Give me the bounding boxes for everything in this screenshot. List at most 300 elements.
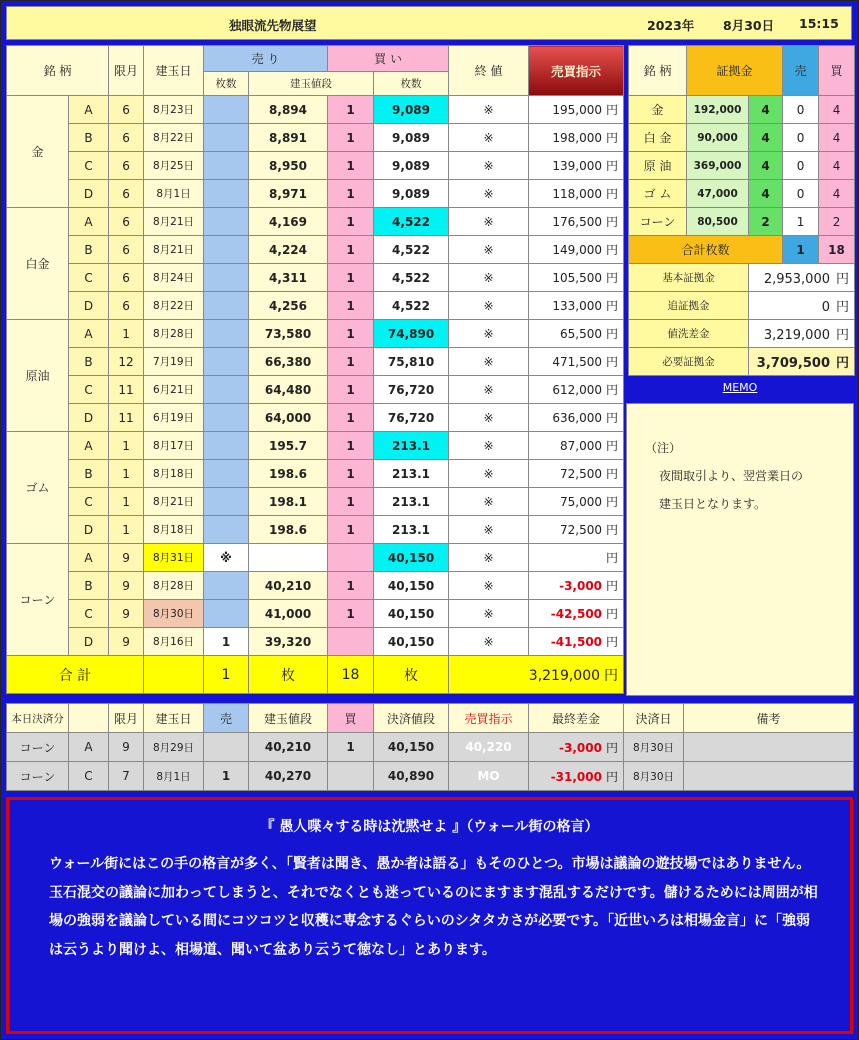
- diff-cell: [529, 376, 624, 404]
- signal-cell: ※: [449, 264, 529, 292]
- margin-lots: 4: [749, 124, 783, 152]
- col-meigara: 銘 柄: [7, 46, 109, 96]
- margin-value: 369,000: [687, 152, 749, 180]
- yen-unit: 円: [836, 328, 850, 343]
- signal-cell: ※: [449, 96, 529, 124]
- buy-count-cell: 1: [328, 236, 374, 264]
- signal-cell: ※: [449, 320, 529, 348]
- summary-label: 必要証拠金: [629, 348, 749, 376]
- table-row: [7, 376, 624, 404]
- signal-cell: ※: [449, 460, 529, 488]
- sell-count-cell: [204, 264, 249, 292]
- summary-label: 追証拠金: [629, 292, 749, 320]
- memo-note: （注）: [645, 441, 682, 455]
- close-price-cell: 4,522: [374, 292, 449, 320]
- yen-unit: 円: [606, 299, 619, 313]
- month-cell: 9: [109, 572, 144, 600]
- date-cell: 7月19日: [144, 348, 204, 376]
- buy-count-cell: 1: [328, 488, 374, 516]
- commodity-name: 金: [629, 96, 687, 124]
- entry-price-cell: 4,169: [249, 208, 328, 236]
- settle-commodity: コーン: [7, 762, 69, 791]
- grade-cell: A: [69, 432, 109, 460]
- final-value: -31,000: [550, 769, 602, 784]
- header-date: 8月30日: [723, 18, 775, 33]
- memo-line: 夜間取引より、翌営業日の: [659, 469, 804, 483]
- diff-cell: [529, 180, 624, 208]
- total-label: 合 計: [7, 656, 144, 694]
- diff-cell: [529, 544, 624, 572]
- margin-value: 192,000: [687, 96, 749, 124]
- settle-month: 7: [109, 762, 144, 791]
- diff-cell: [529, 292, 624, 320]
- sell-count-cell: [204, 208, 249, 236]
- sell-count-cell: [204, 432, 249, 460]
- summary-row: [629, 348, 855, 376]
- quote-body: ウォール街にはこの手の格言が多く、「賢者は聞き、愚か者は語る」もそのひとつ。市場は議論の遊技場ではありません。玉石混交の議論に加わってしまうと、それでなくとも迷っているのにますます混乱するだけです。儲けるためには周囲が相場の強弱を議論している間にコツコツと収穫に専念するぐらいのシタタカさが必要です。「近世いろは相場金言」に「強弱は云うより聞けよ、相場道、聞いて盆あり云うて徳なし」とあります。: [49, 856, 818, 958]
- table-row: [7, 432, 624, 460]
- date-cell: 8月23日: [144, 96, 204, 124]
- yen-unit: 円: [606, 495, 619, 509]
- buy-count-cell: 1: [328, 376, 374, 404]
- month-cell: 9: [109, 600, 144, 628]
- margin-lots: 4: [749, 152, 783, 180]
- summary-value: [749, 320, 855, 348]
- settle-grade: A: [69, 733, 109, 762]
- table-row: [7, 600, 624, 628]
- close-price-cell: 40,150: [374, 572, 449, 600]
- commodity-name: ゴ ム: [629, 180, 687, 208]
- entry-price-cell: 198.6: [249, 516, 328, 544]
- diff-cell: [529, 460, 624, 488]
- close-price-cell: 4,522: [374, 236, 449, 264]
- signal-cell: ※: [449, 236, 529, 264]
- signal-cell: ※: [449, 404, 529, 432]
- yen-unit: 円: [606, 467, 619, 481]
- margin-table: [628, 45, 855, 376]
- buy-count-cell: 1: [328, 404, 374, 432]
- signal-cell: ※: [449, 572, 529, 600]
- margin-row: [629, 208, 855, 236]
- sell-count-cell: [204, 348, 249, 376]
- summary-amount: 2,953,000: [763, 272, 830, 287]
- signal-cell: ※: [449, 124, 529, 152]
- grade-cell: C: [69, 264, 109, 292]
- entry-price-cell: 198.1: [249, 488, 328, 516]
- grade-cell: D: [69, 516, 109, 544]
- buy-count-cell: 1: [328, 264, 374, 292]
- close-price-cell: 40,150: [374, 628, 449, 656]
- table-row: [7, 460, 624, 488]
- date-cell: 8月21日: [144, 236, 204, 264]
- col-r-buy: 買: [819, 46, 855, 96]
- diff-cell: [529, 628, 624, 656]
- yen-unit: 円: [836, 272, 850, 287]
- summary-amount: 0: [821, 300, 830, 315]
- col-gengetsu: 限月: [109, 46, 144, 96]
- yen-unit: 円: [606, 215, 619, 229]
- page-title: 独眼流先物展望: [229, 18, 317, 33]
- margin-value: 47,000: [687, 180, 749, 208]
- diff-value: 636,000: [552, 411, 603, 425]
- close-price-cell: 75,810: [374, 348, 449, 376]
- settlement-row: [7, 733, 854, 762]
- sell-count-cell: [204, 152, 249, 180]
- buy-count-cell: 1: [328, 600, 374, 628]
- positions-table: [6, 45, 624, 694]
- signal-cell: ※: [449, 180, 529, 208]
- yen-unit: 円: [606, 551, 619, 565]
- signal-cell: ※: [449, 348, 529, 376]
- table-row: [7, 572, 624, 600]
- signal-cell: ※: [449, 292, 529, 320]
- diff-value: -3,000: [559, 579, 603, 593]
- close-price-cell: 213.1: [374, 432, 449, 460]
- yen-unit: 円: [606, 243, 619, 257]
- date-cell: 8月24日: [144, 264, 204, 292]
- grade-cell: A: [69, 208, 109, 236]
- grade-cell: B: [69, 236, 109, 264]
- settle-note: [684, 733, 854, 762]
- month-cell: 6: [109, 292, 144, 320]
- settlement-table: [6, 703, 854, 791]
- yen-unit: 円: [606, 607, 619, 621]
- col-owarine: 終 値: [449, 46, 529, 96]
- grade-cell: A: [69, 320, 109, 348]
- signal-cell: ※: [449, 376, 529, 404]
- month-cell: 11: [109, 376, 144, 404]
- entry-price-cell: 64,480: [249, 376, 328, 404]
- date-cell: 8月21日: [144, 208, 204, 236]
- sell-count-cell: [204, 600, 249, 628]
- summary-value: [749, 348, 855, 376]
- yen-unit: 円: [606, 159, 619, 173]
- close-price-cell: 74,890: [374, 320, 449, 348]
- settle-date: 8月29日: [144, 733, 204, 762]
- signal-cell: ※: [449, 628, 529, 656]
- buy-count-cell: 1: [328, 96, 374, 124]
- col-s-note: 備考: [684, 704, 854, 733]
- yen-unit: 円: [605, 769, 618, 784]
- month-cell: 12: [109, 348, 144, 376]
- close-price-cell: 40,150: [374, 600, 449, 628]
- yen-unit: 円: [606, 439, 619, 453]
- diff-value: 133,000: [552, 299, 603, 313]
- table-row: [7, 320, 624, 348]
- date-cell: 8月18日: [144, 460, 204, 488]
- date-cell: 8月21日: [144, 488, 204, 516]
- month-cell: 1: [109, 516, 144, 544]
- yen-unit: 円: [606, 131, 619, 145]
- entry-price-cell: 4,256: [249, 292, 328, 320]
- settle-final: [529, 733, 624, 762]
- buy-count-cell: 1: [328, 460, 374, 488]
- close-price-cell: 213.1: [374, 488, 449, 516]
- total-sell-count: 1: [204, 656, 249, 694]
- date-cell: 6月19日: [144, 404, 204, 432]
- entry-price-cell: 73,580: [249, 320, 328, 348]
- yen-unit: 円: [606, 523, 619, 537]
- margin-row: [629, 124, 855, 152]
- col-s-gengetsu: 限月: [109, 704, 144, 733]
- sell-lots: 0: [783, 124, 819, 152]
- settle-date: 8月1日: [144, 762, 204, 791]
- close-price-cell: 213.1: [374, 516, 449, 544]
- commodity-label: コーン: [7, 544, 69, 656]
- entry-price-cell: 8,891: [249, 124, 328, 152]
- col-s-kessai: 決済値段: [374, 704, 449, 733]
- commodity-label: 金: [7, 96, 69, 208]
- grade-cell: A: [69, 544, 109, 572]
- grade-cell: C: [69, 600, 109, 628]
- month-cell: 9: [109, 628, 144, 656]
- settlement-row: [7, 762, 854, 791]
- diff-cell: [529, 488, 624, 516]
- total-row: [7, 656, 624, 694]
- margin-row: [629, 96, 855, 124]
- yen-unit: 円: [605, 740, 618, 755]
- settle-sell: [204, 733, 249, 762]
- sell-count-cell: [204, 460, 249, 488]
- date-cell: 8月17日: [144, 432, 204, 460]
- settle-signal: 40,220: [449, 733, 529, 762]
- settle-sell: 1: [204, 762, 249, 791]
- buy-lots: 4: [819, 152, 855, 180]
- entry-price-cell: [249, 544, 328, 572]
- date-cell: 6月21日: [144, 376, 204, 404]
- header-year: 2023年: [647, 18, 695, 33]
- table-row: [7, 544, 624, 572]
- col-s-kessaibi: 決済日: [624, 704, 684, 733]
- lots-total-row: [629, 236, 855, 264]
- grade-cell: D: [69, 292, 109, 320]
- diff-cell: [529, 432, 624, 460]
- buy-lots: 4: [819, 96, 855, 124]
- table-row: [7, 292, 624, 320]
- diff-value: 612,000: [552, 383, 603, 397]
- commodity-name: 白 金: [629, 124, 687, 152]
- total-spacer: [144, 656, 204, 694]
- buy-count-cell: 1: [328, 180, 374, 208]
- grade-cell: B: [69, 124, 109, 152]
- month-cell: 9: [109, 544, 144, 572]
- close-price-cell: 76,720: [374, 404, 449, 432]
- sell-lots: 0: [783, 180, 819, 208]
- col-s-signal: 売買指示: [449, 704, 529, 733]
- margin-lots: 4: [749, 180, 783, 208]
- signal-cell: ※: [449, 152, 529, 180]
- diff-cell: [529, 96, 624, 124]
- close-price-cell: 9,089: [374, 96, 449, 124]
- diff-value: 65,500: [560, 327, 603, 341]
- sell-count-cell: [204, 320, 249, 348]
- total-diff-value: 3,219,000: [528, 667, 601, 684]
- diff-cell: [529, 236, 624, 264]
- month-cell: 11: [109, 404, 144, 432]
- diff-value: 195,000: [552, 103, 603, 117]
- diff-value: 139,000: [552, 159, 603, 173]
- buy-count-cell: 1: [328, 516, 374, 544]
- buy-count-cell: 1: [328, 348, 374, 376]
- table-row: [7, 96, 624, 124]
- col-s-final: 最終差金: [529, 704, 624, 733]
- entry-price-cell: 195.7: [249, 432, 328, 460]
- buy-lots: 4: [819, 124, 855, 152]
- col-uri: 売 り: [204, 46, 328, 72]
- col-maisuu-sell: 枚数: [204, 72, 249, 96]
- margin-lots: 4: [749, 96, 783, 124]
- table-row: [7, 628, 624, 656]
- diff-value: 87,000: [560, 439, 603, 453]
- settle-buy: [328, 762, 374, 791]
- diff-value: 105,500: [552, 271, 603, 285]
- date-cell: 8月30日: [144, 600, 204, 628]
- grade-cell: A: [69, 96, 109, 124]
- settle-buy: 1: [328, 733, 374, 762]
- col-s-empty: [69, 704, 109, 733]
- diff-cell: [529, 320, 624, 348]
- date-cell: 8月1日: [144, 180, 204, 208]
- yen-unit: 円: [606, 103, 619, 117]
- grade-cell: B: [69, 460, 109, 488]
- sell-count-cell: [204, 572, 249, 600]
- sell-count-cell: [204, 180, 249, 208]
- buy-count-cell: 1: [328, 320, 374, 348]
- total-buy-count: 18: [328, 656, 374, 694]
- commodity-name: コーン: [629, 208, 687, 236]
- buy-count-cell: [328, 628, 374, 656]
- sell-count-cell: [204, 376, 249, 404]
- commodity-label: 原油: [7, 320, 69, 432]
- col-s-sell: 売: [204, 704, 249, 733]
- margin-value: 90,000: [687, 124, 749, 152]
- summary-amount: 3,219,000: [763, 328, 830, 343]
- entry-price-cell: 66,380: [249, 348, 328, 376]
- diff-value: 198,000: [552, 131, 603, 145]
- lots-total-label: 合計枚数: [629, 236, 783, 264]
- signal-cell: ※: [449, 488, 529, 516]
- diff-cell: [529, 152, 624, 180]
- month-cell: 6: [109, 208, 144, 236]
- lots-total-sell: 1: [783, 236, 819, 264]
- close-price-cell: 40,150: [374, 544, 449, 572]
- close-price-cell: 9,089: [374, 124, 449, 152]
- entry-price-cell: 64,000: [249, 404, 328, 432]
- buy-count-cell: 1: [328, 152, 374, 180]
- diff-value: -42,500: [550, 607, 603, 621]
- month-cell: 6: [109, 180, 144, 208]
- sell-lots: 0: [783, 96, 819, 124]
- grade-cell: B: [69, 348, 109, 376]
- col-maisuu-buy: 枚数: [374, 72, 449, 96]
- signal-cell: ※: [449, 516, 529, 544]
- table-row: [7, 236, 624, 264]
- margin-row: [629, 180, 855, 208]
- col-tateginbi: 建玉日: [144, 46, 204, 96]
- month-cell: 6: [109, 152, 144, 180]
- grade-cell: D: [69, 628, 109, 656]
- grade-cell: D: [69, 404, 109, 432]
- sell-count-cell: ※: [204, 544, 249, 572]
- settle-kessaibi: 8月30日: [624, 762, 684, 791]
- total-buy-unit: 枚: [374, 656, 449, 694]
- memo-line: 建玉日となります。: [659, 497, 767, 511]
- month-cell: 1: [109, 488, 144, 516]
- date-cell: 8月16日: [144, 628, 204, 656]
- date-cell: 8月22日: [144, 124, 204, 152]
- commodity-name: 原 油: [629, 152, 687, 180]
- buy-lots: 4: [819, 180, 855, 208]
- grade-cell: D: [69, 180, 109, 208]
- lots-total-buy: 18: [819, 236, 855, 264]
- date-cell: 8月18日: [144, 516, 204, 544]
- yen-unit: 円: [606, 327, 619, 341]
- diff-cell: [529, 572, 624, 600]
- diff-value: 75,000: [560, 495, 603, 509]
- commodity-label: 白金: [7, 208, 69, 320]
- table-row: [7, 208, 624, 236]
- diff-cell: [529, 404, 624, 432]
- diff-cell: [529, 348, 624, 376]
- yen-unit: 円: [606, 187, 619, 201]
- signal-cell: ※: [449, 600, 529, 628]
- table-row: [7, 180, 624, 208]
- yen-unit: 円: [606, 579, 619, 593]
- entry-price-cell: 40,210: [249, 572, 328, 600]
- diff-value: 118,000: [552, 187, 603, 201]
- header-bar: [6, 6, 852, 40]
- settle-price: 40,270: [249, 762, 328, 791]
- month-cell: 6: [109, 124, 144, 152]
- table-row: [7, 404, 624, 432]
- grade-cell: C: [69, 376, 109, 404]
- sell-count-cell: [204, 124, 249, 152]
- col-s-tateginbi: 建玉日: [144, 704, 204, 733]
- entry-price-cell: 198.6: [249, 460, 328, 488]
- sell-count-cell: [204, 516, 249, 544]
- col-s-label: 本日決済分: [7, 704, 69, 733]
- sell-count-cell: [204, 488, 249, 516]
- month-cell: 1: [109, 460, 144, 488]
- yen-unit: 円: [606, 271, 619, 285]
- grade-cell: C: [69, 488, 109, 516]
- total-sell-unit: 枚: [249, 656, 328, 694]
- month-cell: 1: [109, 320, 144, 348]
- month-cell: 6: [109, 96, 144, 124]
- close-price-cell: 9,089: [374, 152, 449, 180]
- summary-label: 値洗差金: [629, 320, 749, 348]
- margin-lots: 2: [749, 208, 783, 236]
- buy-count-cell: [328, 544, 374, 572]
- month-cell: 6: [109, 264, 144, 292]
- col-signal: 売買指示: [529, 46, 624, 96]
- sell-lots: 0: [783, 152, 819, 180]
- settle-month: 9: [109, 733, 144, 762]
- date-cell: 8月28日: [144, 320, 204, 348]
- close-price-cell: 9,089: [374, 180, 449, 208]
- close-price-cell: 76,720: [374, 376, 449, 404]
- col-kai: 買 い: [328, 46, 449, 72]
- table-row: [7, 124, 624, 152]
- memo-link[interactable]: MEMO: [626, 378, 854, 398]
- grade-cell: B: [69, 572, 109, 600]
- signal-cell: ※: [449, 544, 529, 572]
- signal-cell: ※: [449, 432, 529, 460]
- settle-final: [529, 762, 624, 791]
- summary-row: [629, 292, 855, 320]
- date-cell: 8月22日: [144, 292, 204, 320]
- diff-value: 72,500: [560, 467, 603, 481]
